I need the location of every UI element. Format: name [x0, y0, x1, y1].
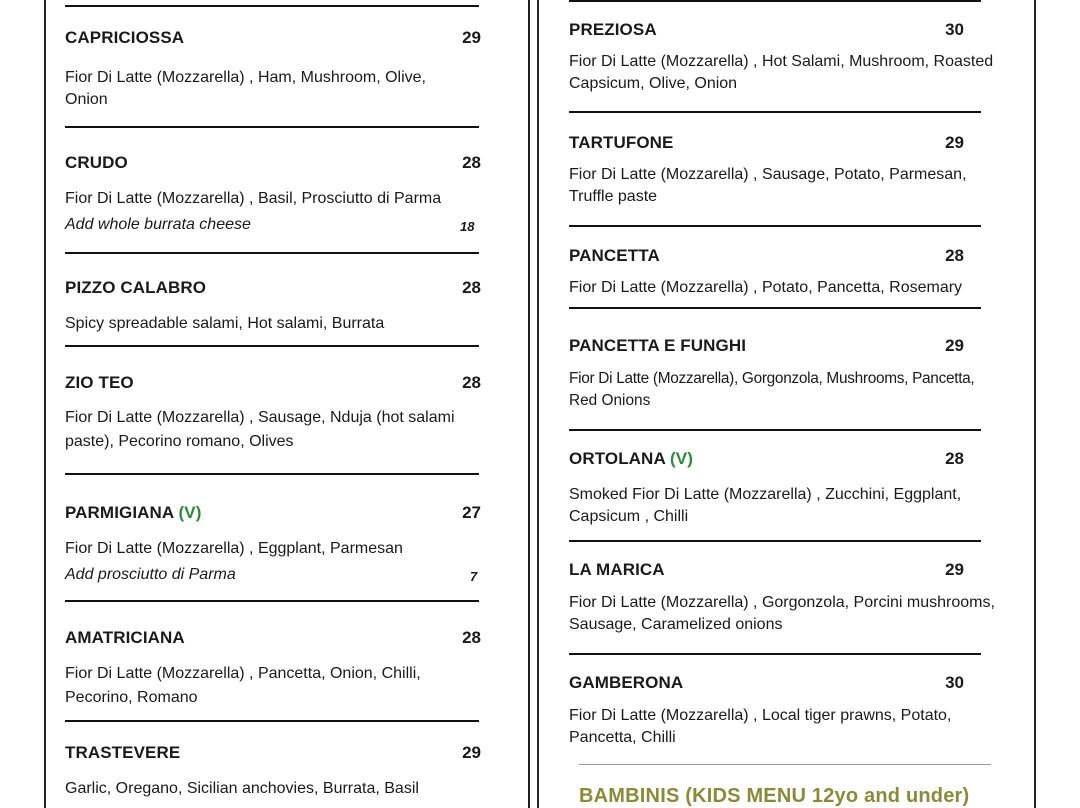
item-desc-line: Garlic, Oregano, Sicilian anchovies, Burrata, Basil — [65, 780, 419, 797]
item-price: 30 — [945, 673, 964, 692]
divider — [569, 307, 981, 309]
kids-menu-heading: BAMBINIS (KIDS MENU 12yo and under) — [579, 785, 970, 807]
divider — [65, 5, 479, 7]
center-border-right — [537, 0, 539, 808]
divider — [65, 345, 479, 347]
item-desc-line: Truffle paste — [569, 188, 658, 205]
item-desc-line: Fior Di Latte (Mozzarella) , Eggplant, Parmesan — [65, 540, 403, 557]
item-name: TRASTEVERE — [65, 743, 181, 762]
item-desc-line: Capsicum, Olive, Onion — [569, 75, 738, 92]
item-desc-line: Fior Di Latte (Mozzarella) , Hot Salami, Mushroom, Roasted — [569, 53, 994, 70]
item-price: 29 — [945, 133, 964, 152]
item-price: 28 — [462, 628, 481, 647]
item-desc-line: Fior Di Latte (Mozzarella) , Sausage, Potato, Parmesan, — [569, 166, 967, 183]
item-name: ORTOLANA — [569, 449, 666, 468]
item-desc-line: Fior Di Latte (Mozzarella) , Pancetta, Onion, Chilli, — [65, 665, 421, 682]
item-addon-price: 18 — [460, 219, 475, 234]
item-price: 28 — [462, 278, 481, 297]
item-name-wrap — [569, 449, 693, 469]
item-name: CRUDO — [65, 153, 128, 172]
item-name: PIZZO CALABRO — [65, 278, 207, 297]
item-name-wrap — [65, 503, 201, 523]
item-desc-line: Spicy spreadable salami, Hot salami, Burrata — [65, 315, 385, 332]
item-desc-line: Fior Di Latte (Mozzarella) , Sausage, Nduja (hot salami — [65, 409, 455, 426]
item-desc-line: Red Onions — [569, 392, 651, 409]
item-name: GAMBERONA — [569, 673, 684, 692]
divider — [569, 429, 981, 431]
item-price: 28 — [945, 246, 964, 265]
item-price: 27 — [462, 503, 481, 522]
divider — [569, 653, 981, 655]
divider — [569, 225, 981, 227]
item-desc-line: Capsicum , Chilli — [569, 508, 689, 525]
item-price: 28 — [945, 449, 964, 468]
item-name: ZIO TEO — [65, 373, 134, 392]
left-border — [44, 0, 46, 808]
item-desc-line: Pecorino, Romano — [65, 689, 198, 706]
item-price: 29 — [945, 336, 964, 355]
divider — [569, 540, 981, 542]
item-desc-line: Sausage, Caramelized onions — [569, 616, 783, 633]
right-border — [1034, 0, 1036, 808]
item-desc-line: Fior Di Latte (Mozzarella) , Local tiger prawns, Potato, — [569, 707, 952, 724]
item-desc-line: Fior Di Latte (Mozzarella) , Gorgonzola, Porcini mushrooms, — [569, 594, 995, 611]
divider — [65, 473, 479, 475]
divider — [65, 720, 479, 722]
item-name: PARMIGIANA — [65, 503, 174, 522]
item-desc-line: Fior Di Latte (Mozzarella) , Basil, Prosciutto di Parma — [65, 190, 442, 207]
vegetarian-badge: (V) — [670, 449, 693, 468]
item-desc-line: Fior Di Latte (Mozzarella) , Ham, Mushroom, Olive, — [65, 69, 426, 86]
item-desc-line: paste), Pecorino romano, Olives — [65, 433, 294, 450]
item-price: 29 — [462, 743, 481, 762]
item-addon: Add prosciutto di Parma — [65, 566, 236, 583]
divider — [569, 111, 981, 113]
item-name: PANCETTA — [569, 246, 660, 265]
item-addon-price: 7 — [470, 569, 478, 584]
item-desc-line: Pancetta, Chilli — [569, 729, 676, 746]
item-name: CAPRICIOSSA — [65, 28, 185, 47]
item-price: 29 — [462, 28, 481, 47]
item-desc-line: Fior Di Latte (Mozzarella), Gorgonzola, Mushrooms, Pancetta, — [569, 370, 975, 387]
item-name: LA MARICA — [569, 560, 665, 579]
center-border-left — [528, 0, 530, 808]
item-name: PANCETTA E FUNGHI — [569, 336, 747, 355]
item-desc-line: Onion — [65, 91, 108, 108]
item-price: 30 — [945, 20, 964, 39]
item-price: 28 — [462, 373, 481, 392]
item-name: TARTUFONE — [569, 133, 674, 152]
item-desc-line: Fior Di Latte (Mozzarella) , Potato, Pancetta, Rosemary — [569, 279, 963, 296]
divider — [569, 0, 981, 2]
item-desc-line: Smoked Fior Di Latte (Mozzarella) , Zucchini, Eggplant, — [569, 486, 962, 503]
divider — [65, 252, 479, 254]
divider — [65, 600, 479, 602]
item-price: 28 — [462, 153, 481, 172]
item-name: PREZIOSA — [569, 20, 657, 39]
vegetarian-badge: (V) — [178, 503, 202, 522]
item-addon: Add whole burrata cheese — [65, 216, 251, 233]
kids-section-divider — [579, 764, 991, 765]
item-price: 29 — [945, 560, 964, 579]
divider — [65, 126, 479, 128]
item-name: AMATRICIANA — [65, 628, 185, 647]
